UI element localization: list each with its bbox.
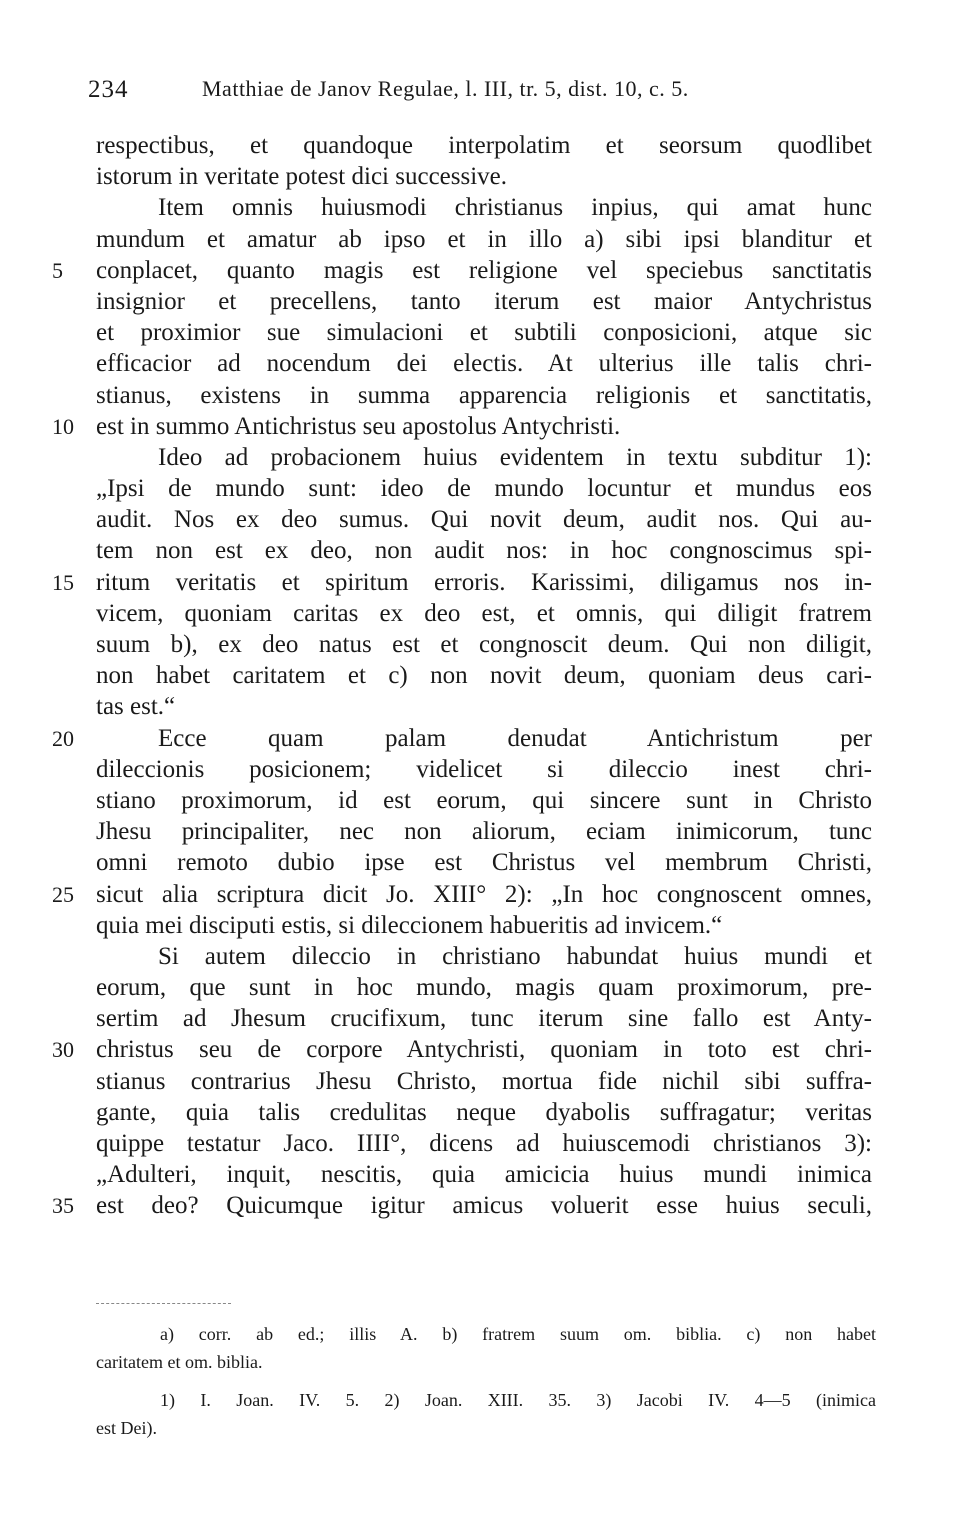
text-line xyxy=(0,1128,960,1159)
line-text: istorum in veritate potest dici successive. xyxy=(96,163,508,191)
line-text: vicem, quoniam caritas ex deo est, et omnis, qui diligit fratrem xyxy=(96,599,872,627)
text-line xyxy=(0,317,960,348)
line-text: sicut alia scriptura dicit Jo. XIII° 2): „In hoc congnoscent omnes, xyxy=(96,880,872,908)
text-line xyxy=(0,504,960,535)
text-line xyxy=(0,411,960,442)
text-line xyxy=(0,348,960,379)
line-text: conplacet, quanto magis est religione vel speciebus sanctitatis xyxy=(96,256,872,284)
line-text: „Adulteri, inquit, nescitis, quia amicicia huius mundi inimica xyxy=(96,1161,872,1189)
text-line xyxy=(0,473,960,504)
text-line xyxy=(0,442,960,473)
text-line xyxy=(0,941,960,972)
line-number: 15 xyxy=(52,569,74,595)
running-head: Matthiae de Janov Regulae, l. III, tr. 5, dist. 10, c. 5. xyxy=(202,76,689,101)
footnote-text: 1) I. Joan. IV. 5. 2) Joan. XIII. 35. 3) Jacobi IV. 4—5 (inimica xyxy=(160,1390,876,1410)
line-text: mundum et amatur ab ipso et in illo a) sibi ipsi blanditur et xyxy=(96,225,872,253)
text-line xyxy=(0,535,960,566)
text-line xyxy=(0,1066,960,1097)
text-line xyxy=(0,754,960,785)
line-number: 35 xyxy=(52,1193,74,1219)
main-text xyxy=(0,130,960,1222)
line-text: stianus, existens in summa apparencia religionis et sanctitatis, xyxy=(96,381,872,409)
line-text: efficacior ad nocendum dei electis. At ulterius ille talis chri- xyxy=(96,350,872,378)
line-text: audit. Nos ex deo sumus. Qui novit deum, audit nos. Qui au- xyxy=(96,506,872,534)
text-line xyxy=(0,130,960,161)
line-text: tem non est ex deo, non audit nos: in hoc congnoscimus spi- xyxy=(96,537,872,565)
footnotes xyxy=(0,1320,960,1442)
text-line xyxy=(0,161,960,192)
line-number: 30 xyxy=(52,1037,74,1063)
text-line xyxy=(0,192,960,223)
text-line xyxy=(0,1034,960,1065)
text-line xyxy=(0,1190,960,1221)
text-line xyxy=(0,723,960,754)
line-text: dileccionis posicionem; videlicet si dileccio inest chri- xyxy=(96,755,872,783)
text-line xyxy=(0,1097,960,1128)
line-text: eorum, que sunt in hoc mundo, magis quam proximorum, pre- xyxy=(96,974,872,1002)
line-text: Ideo ad probacionem huius evidentem in textu subditur 1): xyxy=(158,443,872,471)
text-line xyxy=(0,1159,960,1190)
line-text: gante, quia talis credulitas neque dyabolis suffragatur; veritas xyxy=(96,1098,872,1126)
text-line xyxy=(0,1003,960,1034)
text-line xyxy=(0,847,960,878)
footnote-line xyxy=(0,1386,960,1414)
footnote-text: a) corr. ab ed.; illis A. b) fratrem suum om. biblia. c) non habet xyxy=(160,1324,876,1344)
text-line xyxy=(0,910,960,941)
line-text: respectibus, et quandoque interpolatim et seorsum quodlibet xyxy=(96,132,872,159)
text-line xyxy=(0,879,960,910)
line-text: quippe testatur Jaco. IIII°, dicens ad huiuscemodi christianos 3): xyxy=(96,1130,872,1157)
footnote-text: caritatem et om. biblia. xyxy=(96,1352,263,1372)
line-text: stiano proximorum, id est eorum, qui sincere sunt in Christo xyxy=(96,786,872,814)
line-text: Si autem dileccio in christiano habundat huius mundi et xyxy=(158,942,872,970)
line-text: et proximior sue simulacioni et subtili conposicioni, atque sic xyxy=(96,319,872,347)
line-text: sertim ad Jhesum crucifixum, tunc iterum sine fallo est Anty- xyxy=(96,1005,872,1033)
line-text: Ecce quam palam denudat Antichristum per xyxy=(158,724,872,752)
line-number: 10 xyxy=(52,413,74,439)
line-text: christus seu de corpore Antychristi, quoniam in toto est chri- xyxy=(96,1036,872,1064)
line-text: insignior et precellens, tanto iterum est maior Antychristus xyxy=(96,287,872,315)
line-text: tas est.“ xyxy=(96,693,176,721)
footnote-separator xyxy=(96,1303,231,1304)
line-text: stianus contrarius Jhesu Christo, mortua fide nichil sibi suffra- xyxy=(96,1067,872,1095)
text-line xyxy=(0,255,960,286)
line-number: 20 xyxy=(52,725,74,751)
text-line xyxy=(0,224,960,255)
text-line xyxy=(0,972,960,1003)
text-line xyxy=(0,629,960,660)
text-line xyxy=(0,816,960,847)
line-text: „Ipsi de mundo sunt: ideo de mundo locuntur et mundus eos xyxy=(96,475,872,503)
line-number: 25 xyxy=(52,881,74,907)
line-text: est deo? Quicumque igitur amicus voluerit esse huius seculi, xyxy=(96,1192,872,1220)
line-number: 5 xyxy=(52,257,63,283)
line-text: non habet caritatem et c) non novit deum, quoniam deus cari- xyxy=(96,662,872,690)
text-line xyxy=(0,785,960,816)
line-text: ritum veritatis et spiritum erroris. Karissimi, diligamus nos in- xyxy=(96,568,872,596)
line-text: Jhesu principaliter, nec non aliorum, eciam inimicorum, tunc xyxy=(96,818,872,846)
footnote-line xyxy=(0,1348,960,1376)
footnote-line xyxy=(0,1320,960,1348)
page-header xyxy=(0,76,960,116)
footnote-text: est Dei). xyxy=(96,1418,157,1438)
text-line xyxy=(0,691,960,722)
text-line xyxy=(0,598,960,629)
text-line xyxy=(0,380,960,411)
line-text: suum b), ex deo natus est et congnoscit deum. Qui non diligit, xyxy=(96,631,872,658)
line-text: quia mei disciputi estis, si dileccionem habueritis ad invicem.“ xyxy=(96,911,723,939)
text-line xyxy=(0,660,960,691)
text-line xyxy=(0,286,960,317)
line-text: est in summo Antichristus seu apostolus Antychristi. xyxy=(96,412,621,440)
footnote-line xyxy=(0,1414,960,1442)
line-text: Item omnis huiusmodi christianus inpius, qui amat hunc xyxy=(158,194,872,222)
text-line xyxy=(0,567,960,598)
line-text: omni remoto dubio ipse est Christus vel membrum Christi, xyxy=(96,849,872,877)
page-number: 234 xyxy=(88,76,129,103)
